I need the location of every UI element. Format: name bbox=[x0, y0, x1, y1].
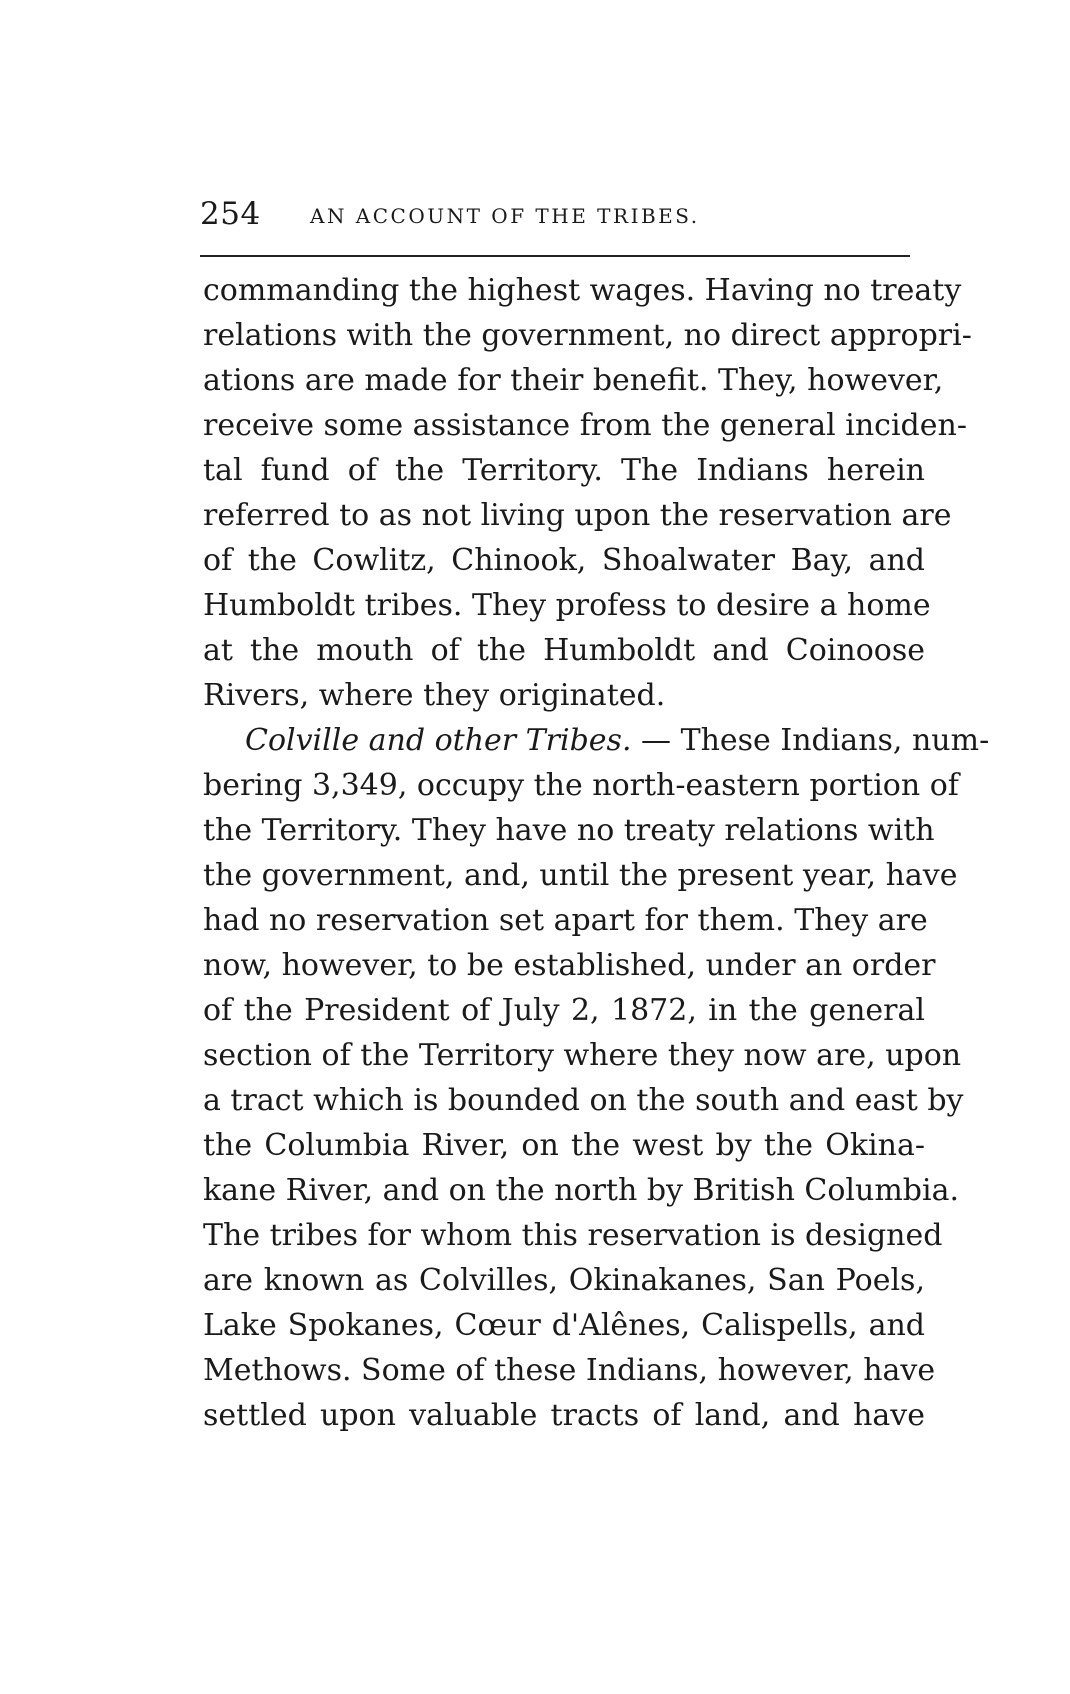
text-line: referred to as not living upon the reservation are bbox=[203, 498, 952, 533]
first-line-rest: — These Indians, num- bbox=[641, 723, 990, 758]
text-line: commanding the highest wages. Having no treaty bbox=[203, 273, 962, 308]
text-line: had no reservation set apart for them. They are bbox=[203, 903, 928, 938]
text-line: relations with the government, no direct appropri- bbox=[203, 318, 972, 353]
running-head: AN ACCOUNT OF THE TRIBES. bbox=[310, 204, 700, 228]
text-line: settled upon valuable tracts of land, and have bbox=[203, 1398, 925, 1433]
text-line: section of the Territory where they now are, upon bbox=[203, 1038, 962, 1073]
text-line: Methows. Some of these Indians, however, have bbox=[203, 1353, 936, 1388]
page-header bbox=[200, 196, 915, 236]
text-line: now, however, to be established, under an order bbox=[203, 948, 936, 983]
page-number: 254 bbox=[200, 196, 261, 232]
paragraph-1 bbox=[203, 268, 972, 718]
text-line: the Territory. They have no treaty relations with bbox=[203, 813, 935, 848]
text-line: Humboldt tribes. They profess to desire a home bbox=[203, 588, 931, 623]
text-line: ations are made for their benefit. They, however, bbox=[203, 363, 944, 398]
text-line: tal fund of the Territory. The Indians herein bbox=[203, 453, 925, 488]
text-line: The tribes for whom this reservation is designed bbox=[203, 1218, 943, 1253]
text-line: Lake Spokanes, Cœur d'Alênes, Calispells, and bbox=[203, 1308, 925, 1343]
text-line: a tract which is bounded on the south and east by bbox=[203, 1083, 964, 1118]
text-line: the government, and, until the present year, have bbox=[203, 858, 958, 893]
text-line: Rivers, where they originated. bbox=[203, 678, 666, 713]
text-line: are known as Colvilles, Okinakanes, San Poels, bbox=[203, 1263, 925, 1298]
section-heading: Colville and other Tribes. bbox=[245, 723, 632, 758]
text-line: of the President of July 2, 1872, in the general bbox=[203, 993, 925, 1028]
text-line: kane River, and on the north by British Columbia. bbox=[203, 1173, 960, 1208]
paragraph-2-first-line bbox=[203, 718, 990, 763]
body-text bbox=[203, 268, 990, 1438]
text-line: at the mouth of the Humboldt and Coinoose bbox=[203, 633, 925, 668]
text-line: the Columbia River, on the west by the Okina- bbox=[203, 1128, 925, 1163]
text-line: bering 3,349, occupy the north-eastern portion of bbox=[203, 768, 959, 803]
header-rule bbox=[200, 255, 910, 257]
text-line: receive some assistance from the general inciden- bbox=[203, 408, 967, 443]
text-line: of the Cowlitz, Chinook, Shoalwater Bay, and bbox=[203, 543, 925, 578]
paragraph-2 bbox=[203, 718, 990, 1438]
